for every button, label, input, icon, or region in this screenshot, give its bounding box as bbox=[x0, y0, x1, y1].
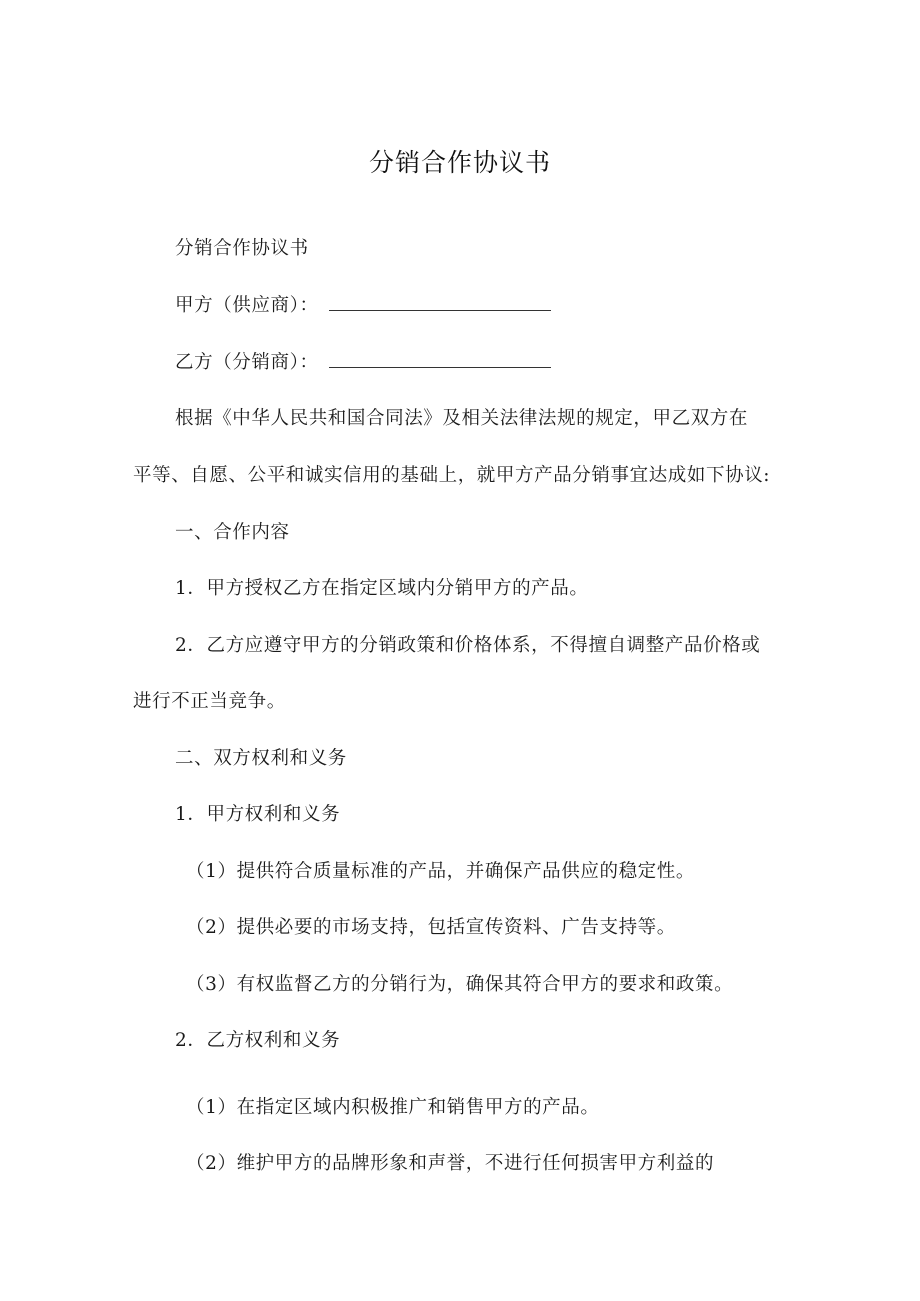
party-b-line bbox=[175, 351, 551, 375]
party-b-blank bbox=[329, 353, 551, 368]
party-b-label: 乙方（分销商）： bbox=[175, 352, 319, 373]
section-2-sub-1-item-3: （3）有权监督乙方的分销行为，确保其符合甲方的要求和政策。 bbox=[186, 974, 734, 995]
section-2-sub-1-heading: 1．甲方权利和义务 bbox=[175, 804, 341, 825]
section-2-heading: 二、双方权利和义务 bbox=[175, 748, 347, 769]
section-2-sub-1-item-1: （1）提供符合质量标准的产品，并确保产品供应的稳定性。 bbox=[186, 861, 695, 882]
section-1-item-1: 1．甲方授权乙方在指定区域内分销甲方的产品。 bbox=[175, 578, 589, 599]
document-subtitle: 分销合作协议书 bbox=[175, 238, 309, 259]
preamble-line-1: 根据《中华人民共和国合同法》及相关法律法规的规定，甲乙双方在 bbox=[175, 408, 749, 429]
party-a-label: 甲方（供应商）： bbox=[175, 295, 319, 316]
section-1-item-2-line-1: 2．乙方应遵守甲方的分销政策和价格体系，不得擅自调整产品价格或 bbox=[175, 635, 761, 656]
section-1-heading: 一、合作内容 bbox=[175, 522, 290, 543]
document-title: 分销合作协议书 bbox=[368, 148, 551, 177]
preamble-line-2: 平等、自愿、公平和诚实信用的基础上，就甲方产品分销事宜达成如下协议: bbox=[133, 465, 771, 486]
section-2-sub-2-item-2: （2）维护甲方的品牌形象和声誉，不进行任何损害甲方利益的 bbox=[186, 1153, 715, 1174]
section-2-sub-2-item-1: （1）在指定区域内积极推广和销售甲方的产品。 bbox=[186, 1097, 600, 1118]
party-a-blank bbox=[329, 296, 551, 311]
section-2-sub-1-item-2: （2）提供必要的市场支持，包括宣传资料、广告支持等。 bbox=[186, 917, 676, 938]
party-a-line bbox=[175, 294, 551, 318]
section-2-sub-2-heading: 2．乙方权利和义务 bbox=[175, 1030, 341, 1051]
section-1-item-2-line-2: 进行不正当竞争。 bbox=[133, 691, 286, 712]
